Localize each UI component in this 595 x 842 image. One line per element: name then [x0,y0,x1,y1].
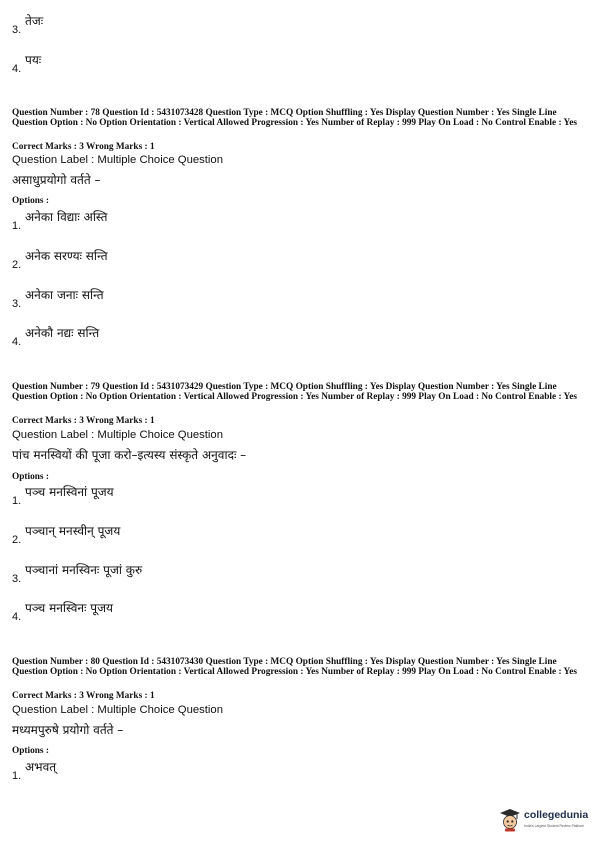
question-marks: Correct Marks : 3 Wrong Marks : 1 [12,691,155,701]
option-number: 3. [12,24,22,36]
question-text: पांच मनस्वियों की पूजा करो–इत्यस्य संस्कृते अनुवादः – [12,448,247,462]
option-number: 4. [12,63,22,75]
option-text: अनेका जनाः सन्ति [25,288,104,302]
option-number: 2. [12,534,22,546]
option-text: अनेका विद्याः अस्ति [25,210,108,224]
collegedunia-logo [499,805,591,837]
logo-name: collegedunia [524,809,589,821]
logo-tagline: India's Largest Student Review Platform [524,824,585,828]
question-text: मध्यमपुरुषे प्रयोगो वर्तते – [12,723,124,737]
option-number: 4. [12,611,22,623]
option-number: 2. [12,259,22,271]
options-heading: Options : [12,472,49,482]
options-heading: Options : [12,196,49,206]
question-marks: Correct Marks : 3 Wrong Marks : 1 [12,416,155,426]
question-label: Question Label : Multiple Choice Question [12,704,223,716]
options-heading: Options : [12,746,49,756]
question-meta: Question Number : 78 Question Id : 5431073428 Question Type : MCQ Option Shuffling : Yes Display Question Number : Yes Single Line Question Option : No Option Orientation : Vertical Allowed Progression : Yes Number of Replay : 999 Play On Load : No Control Enable : Yes [12,108,577,129]
option-text: अभवत् [25,760,57,774]
option-text: तेजः [25,14,44,28]
option-number: 4. [12,336,22,348]
option-text: अनेकौ नद्यः सन्ति [25,326,100,340]
graduate-mascot-icon [499,808,521,832]
question-label: Question Label : Multiple Choice Question [12,429,223,441]
question-meta: Question Number : 79 Question Id : 5431073429 Question Type : MCQ Option Shuffling : Yes Display Question Number : Yes Single Line Question Option : No Option Orientation : Vertical Allowed Progression : Yes Number of Replay : 999 Play On Load : No Control Enable : Yes [12,382,577,403]
option-text: अनेक सरण्यः सन्ति [25,249,108,263]
option-number: 1. [12,495,22,507]
question-meta: Question Number : 80 Question Id : 5431073430 Question Type : MCQ Option Shuffling : Yes Display Question Number : Yes Single Line Question Option : No Option Orientation : Vertical Allowed Progression : Yes Number of Replay : 999 Play On Load : No Control Enable : Yes [12,657,577,678]
option-number: 3. [12,573,22,585]
option-text: पञ्च मनस्विनः पूजय [25,601,113,615]
option-text: पयः [25,53,42,67]
option-number: 3. [12,298,22,310]
option-text: पञ्चान् मनस्वीन् पूजय [25,524,121,538]
question-marks: Correct Marks : 3 Wrong Marks : 1 [12,142,155,152]
question-label: Question Label : Multiple Choice Question [12,154,223,166]
option-text: पञ्च मनस्विनां पूजय [25,485,114,499]
option-number: 1. [12,220,22,232]
option-number: 1. [12,770,22,782]
question-text: असाधुप्रयोगो वर्तते – [12,173,101,187]
option-text: पञ्चानां मनस्विनः पूजां कुरु [25,563,143,577]
